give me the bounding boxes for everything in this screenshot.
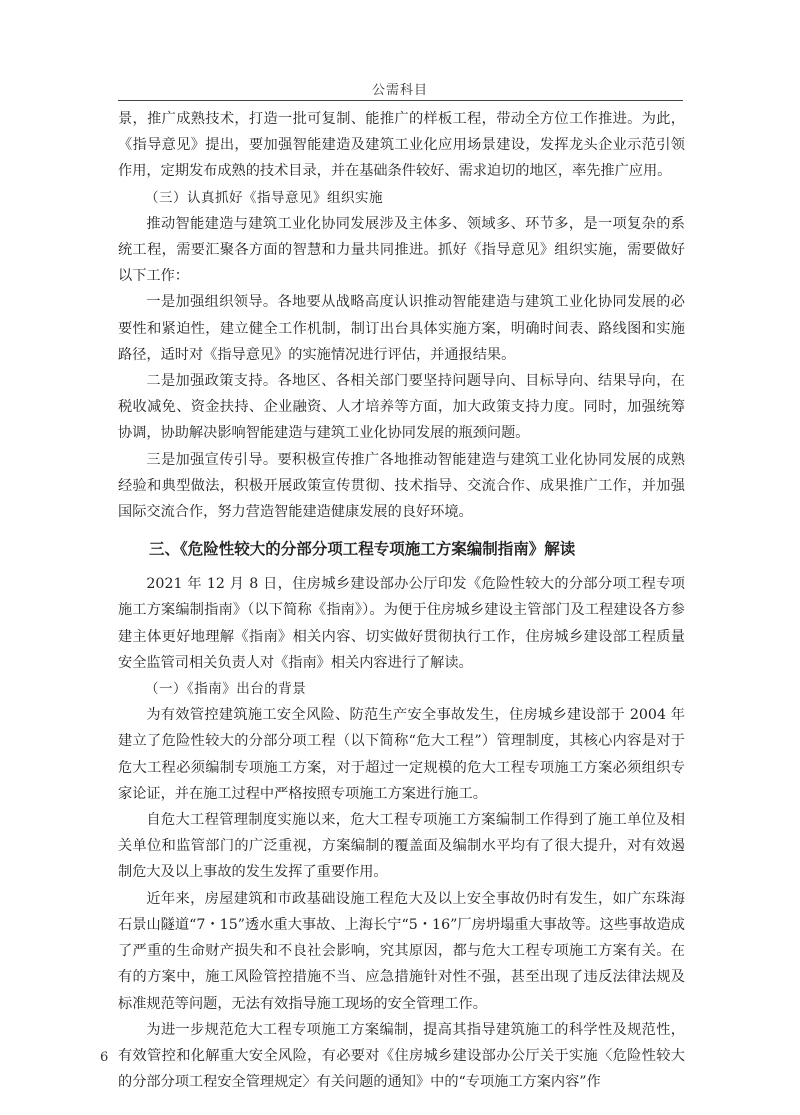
subheading: （三）认真抓好《指导意见》组织实施 bbox=[145, 189, 383, 206]
paragraph: 自危大工程管理制度实施以来，危大工程专项施工方案编制工作得到了施工单位及相关单位和监管部门的广泛重视，方案编制的覆盖面及编制水平均有了很大提升，对有效遏制危大及以上事故的发生发挥了重要作用。 bbox=[118, 812, 685, 881]
paragraph: 景，推广成熟技术，打造一批可复制、能推广的样板工程，带动全方位工作推进。为此，《指导意见》提出，要加强智能建造及建筑工业化应用场景建设，发挥龙头企业示范引领作用，定期发布成熟的技术目录，并在基础条件较好、需求迫切的地区，率先推广应用。 bbox=[118, 111, 685, 180]
paragraph: 为有效管控建筑施工安全风险、防范生产安全事故发生，住房城乡建设部于 2004 年建立了危险性较大的分部分项工程（以下简称“危大工程”）管理制度，其核心内容是对于危大工程必须编制专项施工方案，对于超过一定规模的危大工程专项施工方案必须组织专家论证，并在施工过程中严格按照专项施工方案进行施工。 bbox=[118, 707, 685, 802]
paragraph: 三是加强宣传引导。要积极宣传推广各地推动智能建造与建筑工业化协同发展的成熟经验和典型做法，积极开展政策宣传贯彻、技术指导、交流合作、成果推广工作，并加强国际交流合作，努力营造智能建造健康发展的良好环境。 bbox=[118, 451, 685, 521]
section-heading: 三、《危险性较大的分部分项工程专项施工方案编制指南》解读 bbox=[149, 540, 576, 559]
paragraph: 推动智能建造与建筑工业化协同发展涉及主体多、领域多、环节多，是一项复杂的系统工程，需要汇聚各方面的智慧和力量共同推进。抓好《指导意见》组织实施，需要做好以下工作： bbox=[118, 215, 685, 285]
page-number: 6 bbox=[100, 1050, 109, 1065]
paragraph: 二是加强政策支持。各地区、各相关部门要坚持问题导向、目标导向、结果导向，在税收减免、资金扶持、企业融资、人才培养等方面，加大政策支持力度。同时，加强统筹协调，协助解决影响智能建造与建筑工业化协同发展的瓶颈问题。 bbox=[118, 373, 685, 442]
running-header: 公需科目 bbox=[371, 83, 428, 98]
body-text bbox=[118, 106, 685, 1095]
paragraph: 2021 年 12 月 8 日，住房城乡建设部办公厅印发《危险性较大的分部分项工程专项施工方案编制指南》（以下简称《指南》）。为便于住房城乡建设主管部门及工程建设各方参建主体更好地理解《指南》相关内容、切实做好贯彻执行工作，住房城乡建设部工程质量安全监管司相关负责人对《指南》相关内容进行了解读。 bbox=[118, 576, 685, 671]
paragraph: 为进一步规范危大工程专项施工方案编制，提高其指导建筑施工的科学性及规范性，有效管控和化解重大安全风险，有必要对《住房城乡建设部办公厅关于实施〈危险性较大的分部分项工程安全管理规定〉有关问题的通知》中的“专项施工方案内容”作 bbox=[118, 1021, 685, 1091]
paragraph: 近年来，房屋建筑和市政基础设施工程危大及以上安全事故仍时有发生，如广东珠海石景山隧道“7・15”透水重大事故、上海长宁“5・16”厂房坍塌重大事故等。这些事故造成了严重的生命财产损失和不良社会影响，究其原因，都与危大工程专项施工方案有关。在有的方案中，施工风险管控措施不当、应急措施针对性不强，甚至出现了违反法律法规及标准规范等问题，无法有效指导施工现场的安全管理工作。 bbox=[118, 890, 685, 1012]
subheading: （一）《指南》出台的背景 bbox=[145, 681, 307, 698]
paragraph: 一是加强组织领导。各地要从战略高度认识推动智能建造与建筑工业化协同发展的必要性和紧迫性，建立健全工作机制，制订出台具体实施方案，明确时间表、路线图和实施路径，适时对《指导意见》的实施情况进行评估，并通报结果。 bbox=[118, 294, 685, 363]
header-rule bbox=[118, 100, 683, 101]
